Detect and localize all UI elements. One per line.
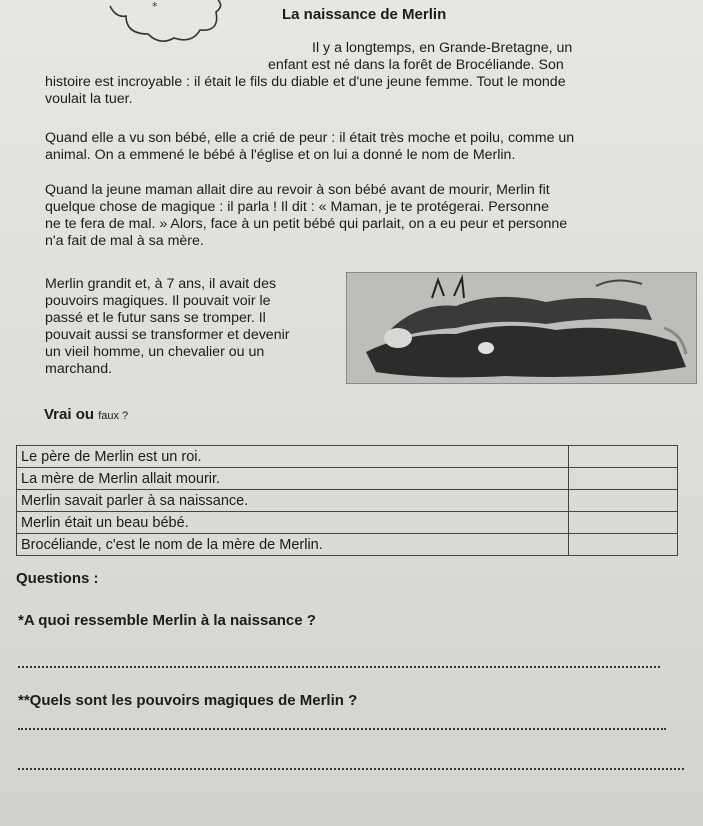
statement-cell: Brocéliande, c'est le nom de la mère de Merlin.: [17, 534, 569, 556]
p4-line-6: marchand.: [45, 361, 113, 377]
p3-line-4: n'a fait de mal à sa mère.: [45, 233, 204, 249]
devil-and-woman-illustration-icon: [346, 272, 697, 384]
svg-text:*: *: [152, 0, 158, 13]
table-row: [17, 534, 678, 556]
answer-cell[interactable]: [569, 534, 678, 556]
questions-heading: Questions :: [16, 570, 99, 587]
answer-line-3[interactable]: [18, 768, 684, 770]
p4-line-3: passé et le futur sans se tromper. Il: [45, 310, 266, 326]
statement-cell: Le père de Merlin est un roi.: [17, 446, 569, 468]
paragraph-4: [45, 276, 289, 378]
vrai-ou-label: Vrai ou: [44, 406, 95, 423]
answer-line-1[interactable]: [18, 666, 660, 668]
p3-line-1: Quand la jeune maman allait dire au revoir à son bébé avant de mourir, Merlin fit: [45, 182, 550, 198]
p2-line-1: Quand elle a vu son bébé, elle a crié de peur : il était très moche et poilu, comme un: [45, 130, 575, 146]
paragraph-1: [45, 40, 572, 108]
answer-cell[interactable]: [569, 446, 678, 468]
table-row: [17, 468, 678, 490]
table-row: [17, 446, 678, 468]
question-2: **Quels sont les pouvoirs magiques de Merlin ?: [18, 692, 358, 709]
page-title: La naissance de Merlin: [282, 6, 447, 23]
statement-cell: Merlin savait parler à sa naissance.: [17, 490, 569, 512]
faux-label: faux ?: [98, 410, 129, 422]
table-row: [17, 490, 678, 512]
p1-line-1: Il y a longtemps, en Grande-Bretagne, un: [312, 40, 573, 56]
p4-line-2: pouvoirs magiques. Il pouvait voir le: [45, 293, 271, 309]
vrai-faux-heading: [44, 406, 128, 423]
question-1: *A quoi ressemble Merlin à la naissance ?: [18, 612, 316, 629]
answer-cell[interactable]: [569, 468, 678, 490]
paragraph-3: [45, 182, 567, 250]
answer-cell[interactable]: [569, 490, 678, 512]
p4-line-5: un vieil homme, un chevalier ou un: [45, 344, 265, 360]
p4-line-4: pouvait aussi se transformer et devenir: [45, 327, 290, 343]
true-false-table: [16, 445, 678, 556]
statement-cell: Merlin était un beau bébé.: [17, 512, 569, 534]
p2-line-2: animal. On a emmené le bébé à l'église et on lui a donné le nom de Merlin.: [45, 147, 516, 163]
p1-line-3: histoire est incroyable : il était le fils du diable et d'une jeune femme. Tout le monde: [45, 74, 566, 90]
table-row: [17, 512, 678, 534]
p4-line-1: Merlin grandit et, à 7 ans, il avait des: [45, 276, 277, 292]
statement-cell: La mère de Merlin allait mourir.: [17, 468, 569, 490]
paragraph-2: [45, 130, 574, 164]
p3-line-2: quelque chose de magique : il parla ! Il dit : « Maman, je te protégerai. Personne: [45, 199, 549, 215]
p1-line-4: voulait la tuer.: [45, 91, 133, 107]
answer-line-2[interactable]: [18, 728, 666, 730]
p3-line-3: ne te fera de mal. » Alors, face à un petit bébé qui parlait, on a eu peur et personne: [45, 216, 568, 232]
p1-line-2: enfant est né dans la forêt de Brocéliande. Son: [268, 57, 564, 73]
answer-cell[interactable]: [569, 512, 678, 534]
